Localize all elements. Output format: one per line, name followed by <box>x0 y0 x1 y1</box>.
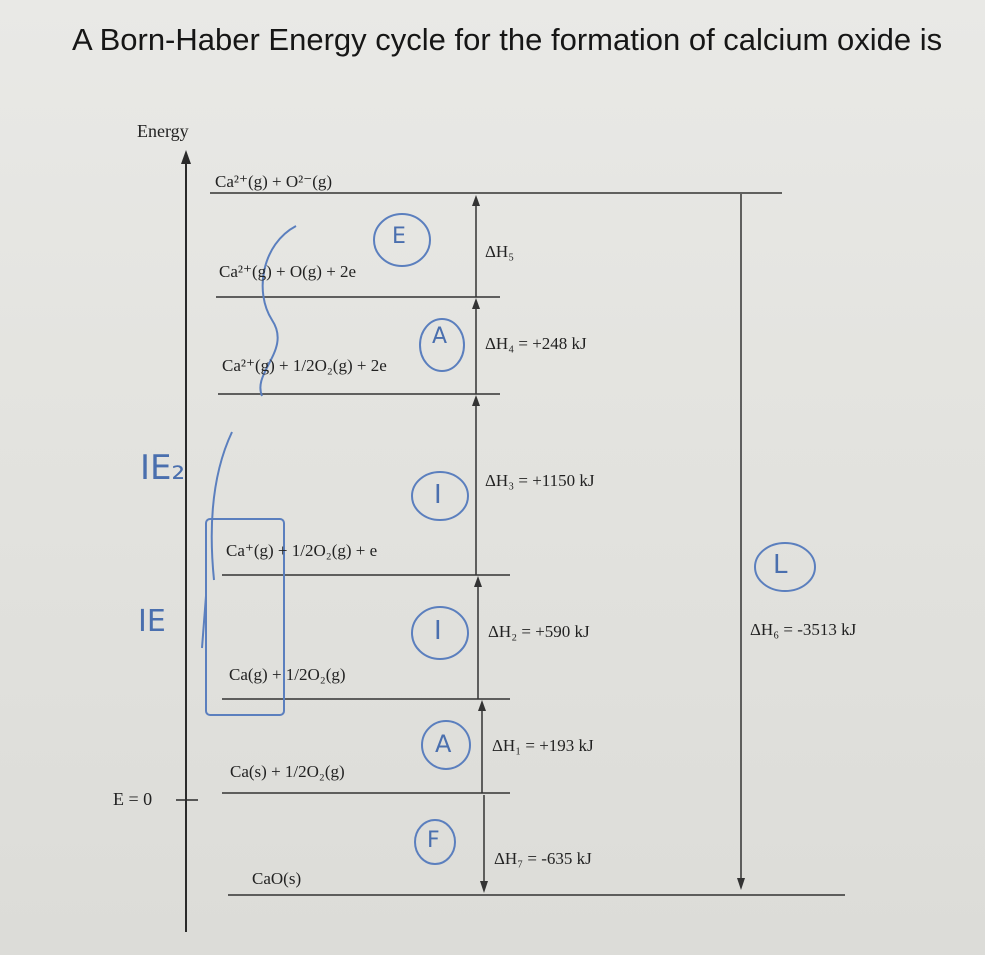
arrow-dh7 <box>480 795 488 893</box>
level-label: Ca²⁺(g) + O(g) + 2e <box>219 262 357 281</box>
level-label: Ca⁺(g) + 1/2O₂(g) + e <box>226 541 378 560</box>
energy-axis-arrowhead <box>181 150 191 164</box>
enthalpy-label: ΔH₅ <box>485 242 515 261</box>
level-label: Ca²⁺(g) + O²⁻(g) <box>215 172 333 191</box>
enthalpy-label: ΔH₃ = +1150 kJ <box>485 471 595 490</box>
arrow-dh2 <box>474 576 482 699</box>
enthalpy-label: ΔH₆ = -3513 kJ <box>750 620 857 639</box>
handwritten-letter: L <box>773 550 788 580</box>
handwritten-letter: A <box>432 324 448 349</box>
handwritten-letter: F <box>427 828 440 853</box>
handwritten-margin-note: IE₂ <box>140 448 186 488</box>
level-label: Ca(s) + 1/2O₂(g) <box>230 762 345 781</box>
enthalpy-label: ΔH₂ = +590 kJ <box>488 622 590 641</box>
arrow-dh1 <box>478 700 486 793</box>
zero-energy-label: E = 0 <box>113 789 153 809</box>
arrow-dh4 <box>472 298 480 394</box>
arrow-dh3 <box>472 395 480 575</box>
enthalpy-label: ΔH₇ = -635 kJ <box>494 849 592 868</box>
energy-axis-label: Energy <box>137 121 189 141</box>
level-label: Ca(g) + 1/2O₂(g) <box>229 665 346 684</box>
arrow-dh6 <box>737 194 745 890</box>
level-label: Ca²⁺(g) + 1/2O₂(g) + 2e <box>222 356 387 375</box>
handwritten-letter: A <box>435 730 452 758</box>
enthalpy-label: ΔH₁ = +193 kJ <box>492 736 594 755</box>
handwritten-margin-note: IE <box>138 604 166 639</box>
handwritten-letter: I <box>434 480 442 510</box>
level-label: CaO(s) <box>252 869 302 888</box>
enthalpy-label: ΔH₄ = +248 kJ <box>485 334 587 353</box>
arrow-dh5 <box>472 195 480 297</box>
handwritten-letter: E <box>392 224 406 249</box>
handwritten-letter: I <box>434 616 442 646</box>
diagram-title: A Born-Haber Energy cycle for the formation of calcium oxide is <box>72 22 943 57</box>
